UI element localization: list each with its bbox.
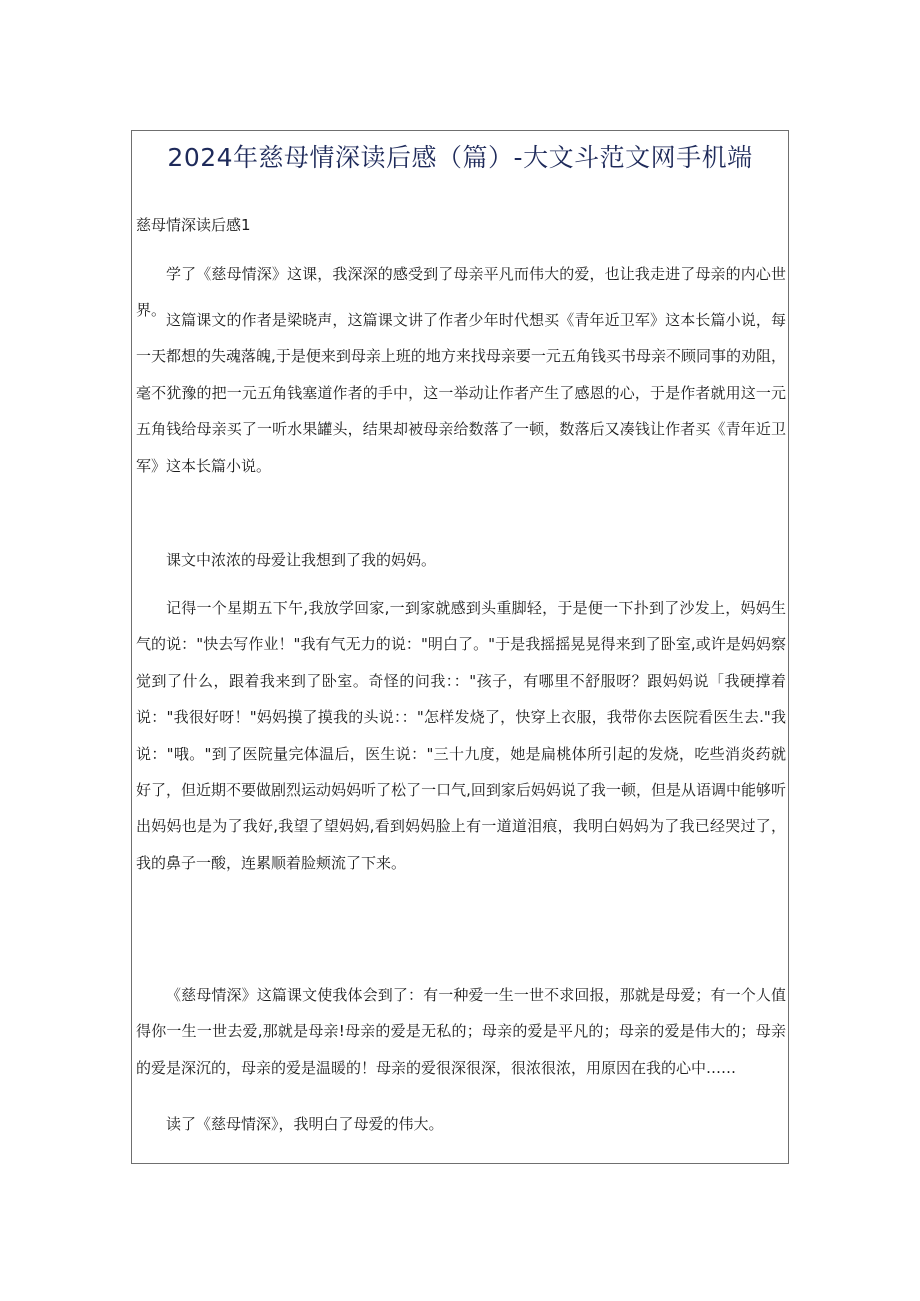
paragraph-5: 《慈母情深》这篇课文使我体会到了：有一种爱一生一世不求回报，那就是母爱；有一个人值得你一生一世去爱,那就是母亲!母亲的爱是无私的；母亲的爱是平凡的；母亲的爱是伟大的；母亲的爱是深沉的，母亲的爱是温暖的！母亲的爱很深很深，很浓很浓，用原因在我的心中…… (136, 986, 786, 1077)
paragraph-6: 读了《慈母情深》，我明白了母爱的伟大。 (166, 1115, 444, 1133)
paragraph-2: 这篇课文的作者是梁晓声，这篇课文讲了作者少年时代想买《青年近卫军》这本长篇小说，每一天都想的失魂落魄,于是便来到母亲上班的地方来找母亲要一元五角钱买书母亲不顾同事的劝阻，毫不犹豫的把一元五角钱塞道作者的手中，这一举动让作者产生了感恩的心，于是作者就用这一元五角钱给母亲买了一听水果罐头，结果却被母亲给数落了一顿，数落后又凑钱让作者买《青年近卫军》这本长篇小说。 (136, 311, 786, 475)
section-heading: 慈母情深读后感1 (136, 216, 251, 234)
paragraph-4: 记得一个星期五下午,我放学回家,一到家就感到头重脚轻，于是便一下扑到了沙发上，妈妈生气的说："快去写作业！"我有气无力的说："明白了。"于是我摇摇晃晃得来到了卧室,或许是妈妈察觉到了什么，跟着我来到了卧室。奇怪的问我：："孩子，有哪里不舒服呀？跟妈妈说「我硬撑着说："我很好呀！"妈妈摸了摸我的头说：："怎样发烧了，快穿上衣服，我带你去医院看医生去."我说："哦。"到了医院量完体温后，医生说："三十九度，她是扁桃体所引起的发烧，吃些消炎药就好了，但近期不要做剧烈运动妈妈听了松了一口气,回到家后妈妈说了我一顿，但是从语调中能够听出妈妈也是为了我好,我望了望妈妈,看到妈妈脸上有一道道泪痕，我明白妈妈为了我已经哭过了，我的鼻子一酸，连累顺着脸颊流了下来。 (136, 599, 786, 872)
paragraph-3: 课文中浓浓的母爱让我想到了我的妈妈。 (166, 551, 437, 569)
paragraph-1: 学了《慈母情深》这课，我深深的感受到了母亲平凡而伟大的爱，也让我走进了母亲的内心世界。 (136, 265, 786, 320)
document-title: 2024年慈母情深读后感（篇）-大文斗范文网手机端 (167, 143, 753, 172)
